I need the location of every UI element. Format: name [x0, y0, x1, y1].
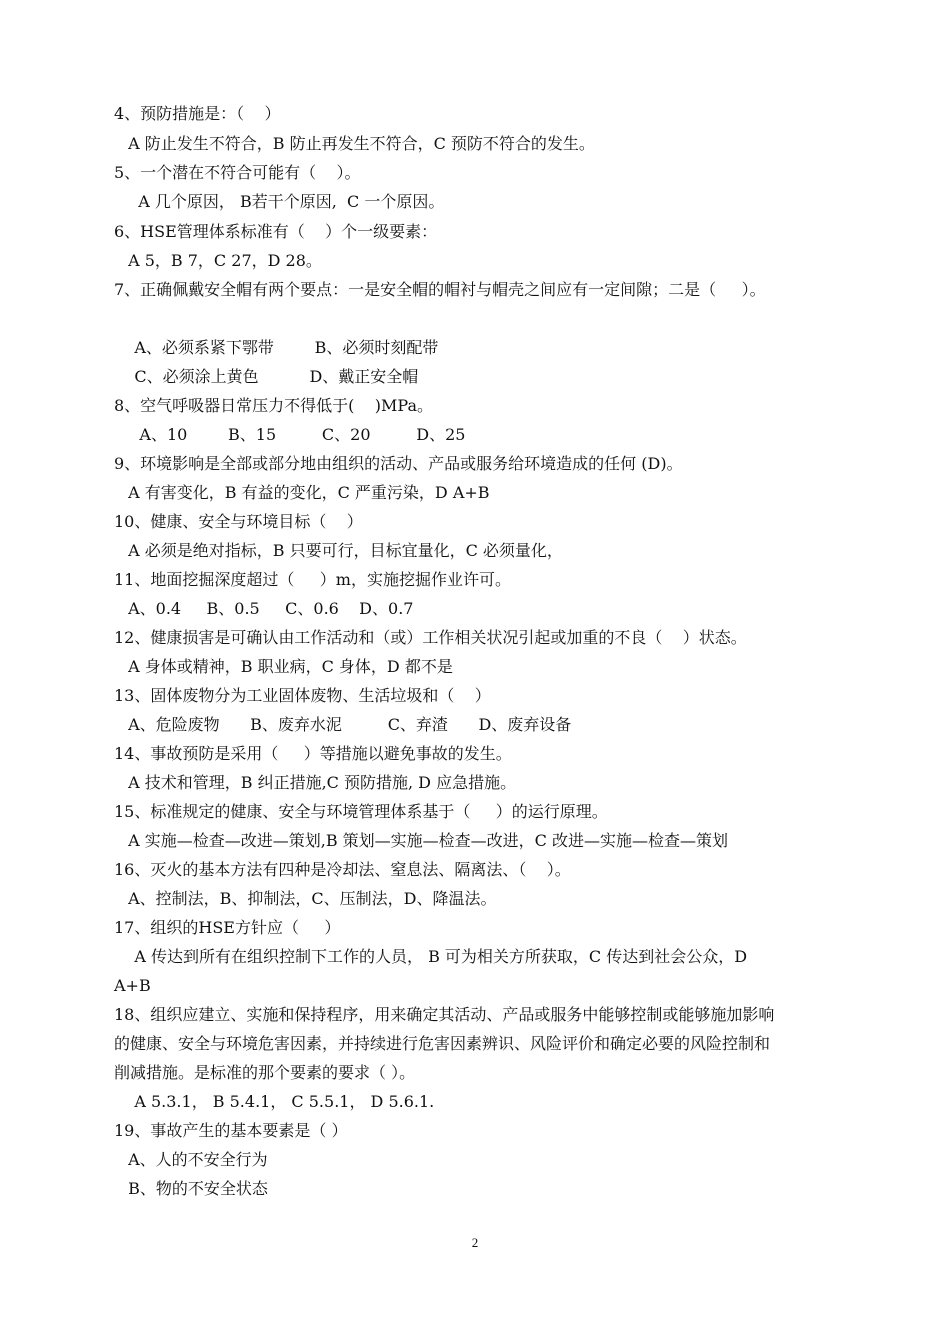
question-4: 4、预防措施是：（ ）	[114, 104, 281, 123]
question-5-options: A 几个原因， B若干个原因, C 一个原因。	[123, 192, 445, 211]
question-18-options: A 5.3.1， B 5.4.1， C 5.5.1， D 5.6.1.	[114, 1092, 435, 1111]
question-17-options-cont: A+B	[114, 976, 151, 995]
question-11: 11、地面挖掘深度超过（ ）m，实施挖掘作业许可。	[114, 570, 511, 589]
question-13-options: A、危险废物 B、废弃水泥 C、弃渣 D、废弃设备	[123, 715, 572, 734]
question-14-options: A 技术和管理，B 纠正措施,C 预防措施, D 应急措施。	[123, 773, 517, 792]
question-6-options: A 5，B 7，C 27，D 28。	[123, 251, 322, 270]
question-9: 9、环境影响是全部或部分地由组织的活动、产品或服务给环境造成的任何 (D)。	[114, 454, 683, 473]
page-number: 2	[471, 1235, 479, 1250]
question-15-options: A 实施—检查—改进—策划,B 策划—实施—检查—改进，C 改进—实施—检查—策划	[123, 831, 728, 850]
question-18-line1: 18、组织应建立、实施和保持程序，用来确定其活动、产品或服务中能够控制或能够施加影响	[114, 1005, 775, 1024]
question-9-options: A 有害变化，B 有益的变化，C 严重污染，D A+B	[123, 483, 490, 502]
question-14: 14、事故预防是采用（ ）等措施以避免事故的发生。	[114, 744, 512, 763]
question-19: 19、事故产生的基本要素是（ ）	[114, 1121, 348, 1140]
question-19-option-a: A、人的不安全行为	[123, 1150, 268, 1169]
question-12: 12、健康损害是可确认由工作活动和（或）工作相关状况引起或加重的不良（ ）状态。	[114, 628, 747, 647]
question-10-options: A 必须是绝对指标，B 只要可行，目标宜量化，C 必须量化，	[123, 541, 563, 560]
question-18-line2: 的健康、安全与环境危害因素，并持续进行危害因素辨识、风险评价和确定必要的风险控制和	[114, 1034, 771, 1053]
question-4-options: A 防止发生不符合，B 防止再发生不符合，C 预防不符合的发生。	[123, 134, 595, 153]
question-7-options-row1: A、必须系紧下鄂带 B、必须时刻配带	[114, 338, 439, 357]
question-16-options: A、控制法，B、抑制法，C、压制法，D、降温法。	[123, 889, 497, 908]
question-8: 8、空气呼吸器日常压力不得低于( )MPa。	[114, 396, 433, 415]
question-7: 7、正确佩戴安全帽有两个要点：一是安全帽的帽衬与帽壳之间应有一定间隙；二是（ ）。	[114, 280, 766, 299]
question-17: 17、组织的HSE方针应（ ）	[114, 918, 341, 937]
question-16: 16、灭火的基本方法有四种是冷却法、窒息法、隔离法、（ ）。	[114, 860, 571, 879]
question-7-options-row2: C、必须涂上黄色 D、戴正安全帽	[114, 367, 419, 386]
question-13: 13、固体废物分为工业固体废物、生活垃圾和（ ）	[114, 686, 491, 705]
question-6: 6、HSE管理体系标准有（ ）个一级要素：	[114, 222, 438, 241]
question-19-option-b: B、物的不安全状态	[123, 1179, 268, 1198]
question-18-line3: 削减措施。是标准的那个要素的要求（ ）。	[114, 1063, 416, 1082]
question-8-options: A、10 B、15 C、20 D、25	[114, 425, 466, 444]
question-10: 10、健康、安全与环境目标（ ）	[114, 512, 363, 531]
question-15: 15、标准规定的健康、安全与环境管理体系基于（ ）的运行原理。	[114, 802, 608, 821]
question-11-options: A、0.4 B、0.5 C、0.6 D、0.7	[123, 599, 414, 618]
question-17-options: A 传达到所有在组织控制下工作的人员， B 可为相关方所获取，C 传达到社会公众，D	[114, 947, 748, 966]
question-5: 5、一个潜在不符合可能有（ ）。	[114, 163, 361, 182]
question-12-options: A 身体或精神，B 职业病，C 身体，D 都不是	[123, 657, 453, 676]
